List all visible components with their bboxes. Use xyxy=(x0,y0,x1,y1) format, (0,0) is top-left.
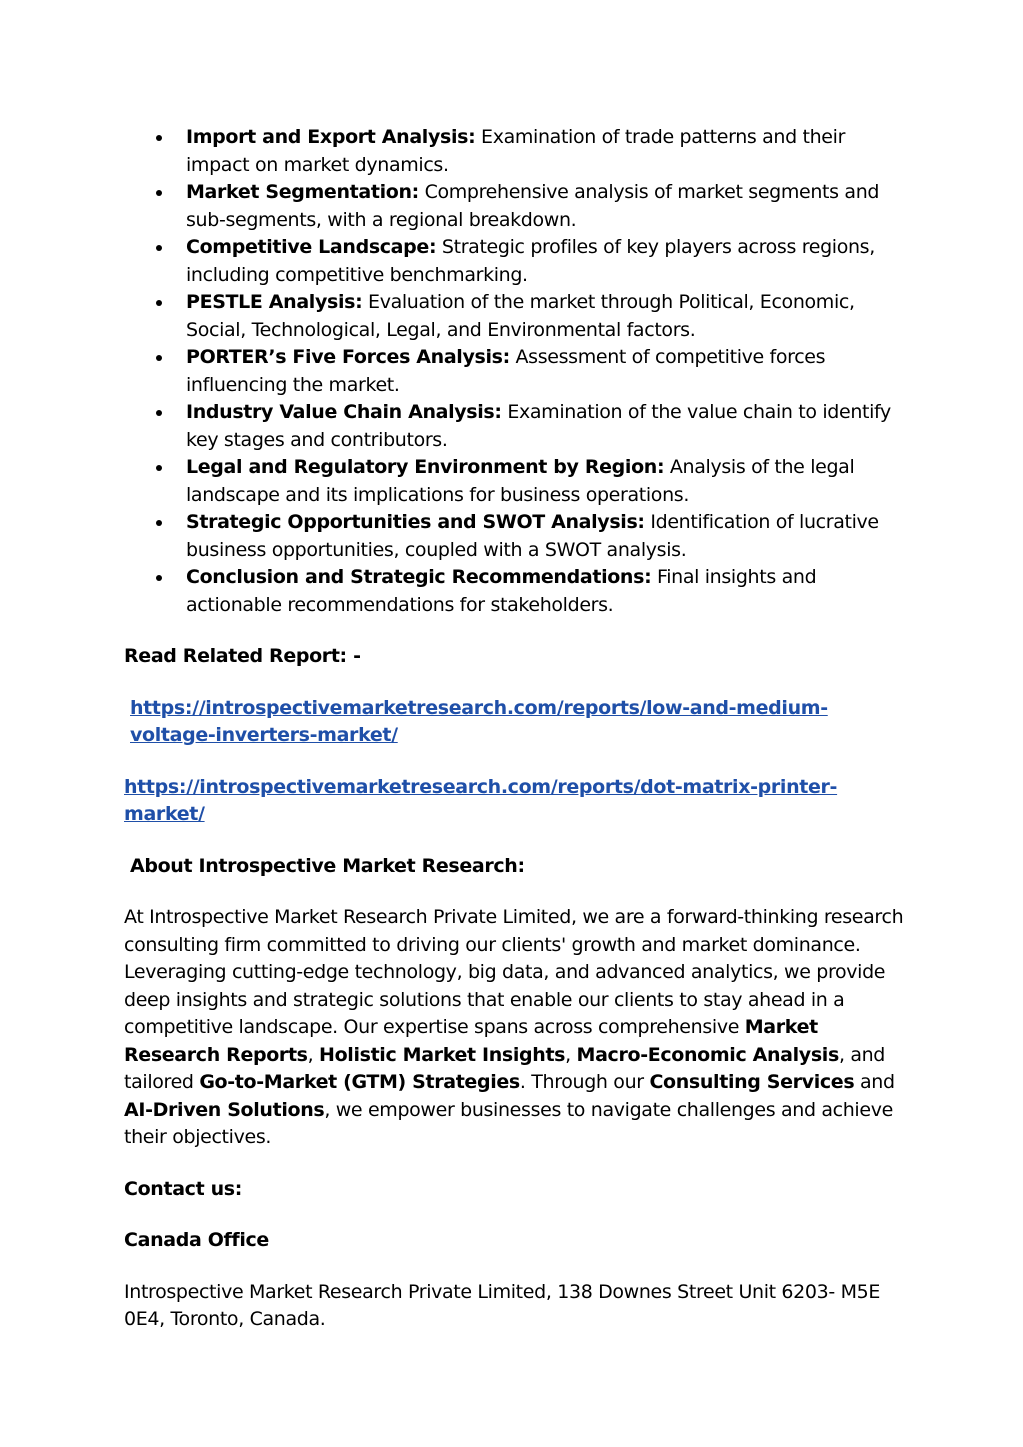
contact-heading: Contact us: xyxy=(124,1177,242,1200)
bullet-text: Comprehensive analysis of market segments and sub-segments, with a regional breakdown. xyxy=(186,181,880,231)
list-item xyxy=(124,289,904,344)
bullet-title: Industry Value Chain Analysis: xyxy=(186,401,502,423)
list-item xyxy=(124,454,904,509)
about-emphasis: Market Research Reports xyxy=(124,1016,818,1066)
bullet-text: Assessment of competitive forces influencing the market. xyxy=(186,346,826,396)
related-link-paragraph xyxy=(124,774,904,829)
office-heading: Canada Office xyxy=(124,1229,269,1251)
list-item xyxy=(124,234,904,289)
related-link-paragraph xyxy=(124,695,904,750)
document-page xyxy=(124,124,904,1334)
bullet-icon xyxy=(156,465,162,471)
about-paragraph xyxy=(124,904,904,1152)
about-text: , xyxy=(565,1043,577,1066)
bullet-icon xyxy=(156,355,162,361)
about-text: and xyxy=(854,1071,895,1093)
list-item xyxy=(124,124,904,179)
about-heading: About Introspective Market Research: xyxy=(130,854,525,877)
bullet-title: Strategic Opportunities and SWOT Analysis: xyxy=(186,511,645,533)
bullet-title: Conclusion and Strategic Recommendations: xyxy=(186,566,652,588)
about-emphasis: Go-to-Market (GTM) Strategies xyxy=(199,1071,520,1093)
related-report-heading: Read Related Report: - xyxy=(124,645,361,667)
bullet-text: Examination of the value chain to identify key stages and contributors. xyxy=(186,401,891,451)
list-item xyxy=(124,179,904,234)
bullet-text: Analysis of the legal landscape and its implications for business operations. xyxy=(186,456,855,506)
bullet-title: PESTLE Analysis: xyxy=(186,291,363,313)
about-emphasis: AI-Driven Solutions xyxy=(124,1098,325,1121)
bullet-title: Market Segmentation: xyxy=(186,181,419,203)
about-text: , we empower businesses to navigate challenges and achieve their objectives. xyxy=(124,1098,893,1148)
about-text: At Introspective Market Research Private Limited, we are a forward-thinking research consulting firm committed to driving our clients' growth and market dominance. Leveraging cutting-edge technology, big data, and advanced analytics, we provide deep insights and strategic solutions that enable our clients to stay ahead in a competitive landscape. Our expertise spans across comprehensive xyxy=(124,906,904,1038)
bullet-icon xyxy=(156,300,162,306)
list-item xyxy=(124,344,904,399)
office-address: Introspective Market Research Private Limited, 138 Downes Street Unit 6203- M5E 0E4, Toronto, Canada. xyxy=(124,1280,881,1330)
bullet-icon xyxy=(156,245,162,251)
related-report-link-2[interactable]: https://introspectivemarketresearch.com/reports/dot-matrix-printer-market/ xyxy=(124,775,838,825)
bullet-title: Legal and Regulatory Environment by Region: xyxy=(186,456,665,478)
list-item xyxy=(124,509,904,564)
bullet-title: PORTER’s Five Forces Analysis: xyxy=(186,346,510,368)
bullet-text: Strategic profiles of key players across regions, including competitive benchmarking. xyxy=(186,236,875,286)
about-emphasis: Consulting Services xyxy=(649,1071,855,1093)
bullet-text: Identification of lucrative business opportunities, coupled with a SWOT analysis. xyxy=(186,511,879,561)
bullet-title: Import and Export Analysis: xyxy=(186,126,476,148)
bullet-text: Examination of trade patterns and their impact on market dynamics. xyxy=(186,126,846,176)
about-text: , and tailored xyxy=(124,1043,886,1093)
bullet-icon xyxy=(156,520,162,526)
bullet-title: Competitive Landscape: xyxy=(186,236,437,258)
analysis-bullet-list xyxy=(124,124,904,619)
bullet-text: Evaluation of the market through Political, Economic, Social, Technological, Legal, and Environmental factors. xyxy=(186,291,855,341)
about-text: , xyxy=(307,1043,320,1066)
bullet-text: Final insights and actionable recommendations for stakeholders. xyxy=(186,566,817,616)
about-text: . Through our xyxy=(519,1071,650,1093)
bullet-icon xyxy=(156,135,162,141)
bullet-icon xyxy=(156,575,162,581)
related-report-link-1[interactable]: https://introspectivemarketresearch.com/reports/low-and-medium-voltage-inverters-market/ xyxy=(130,696,828,746)
about-emphasis: Macro-Economic Analysis xyxy=(576,1043,839,1066)
about-emphasis: Holistic Market Insights xyxy=(319,1043,566,1066)
bullet-icon xyxy=(156,410,162,416)
bullet-icon xyxy=(156,190,162,196)
list-item xyxy=(124,564,904,619)
list-item xyxy=(124,399,904,454)
